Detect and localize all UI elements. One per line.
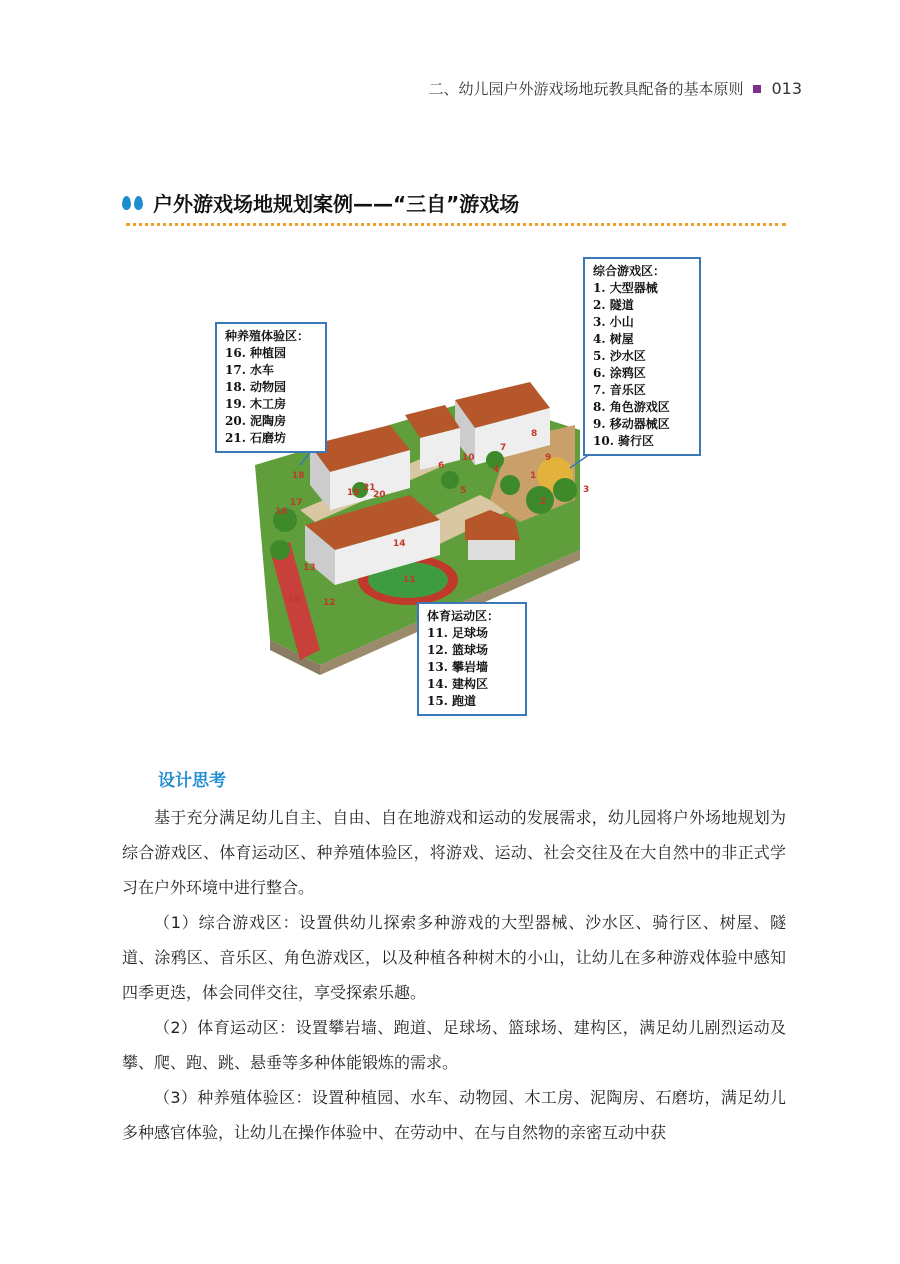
map-label-20: 20 [373, 490, 386, 500]
map-label-18: 18 [292, 471, 305, 481]
map-label-7: 7 [500, 443, 507, 453]
page-number: 013 [771, 79, 802, 98]
legend-item: 9. 移动器械区 [593, 417, 670, 431]
legend-item: 11. 足球场 [427, 626, 489, 640]
legend-item: 5. 沙水区 [593, 349, 646, 363]
legend-item: 2. 隧道 [593, 298, 634, 312]
section-title [122, 188, 787, 217]
chapter-title: 二、幼儿园户外游戏场地玩教具配备的基本原则 [428, 80, 744, 98]
legend-item: 6. 涂鸦区 [593, 366, 646, 380]
legend-item: 13. 攀岩墙 [427, 660, 489, 674]
map-label-1: 1 [530, 471, 537, 481]
map-label-12: 12 [323, 598, 336, 608]
section-heading: 户外游戏场地规划案例——“三自”游戏场 [153, 192, 520, 216]
legend-item: 16. 种植园 [225, 346, 287, 360]
legend-play-zone [583, 257, 701, 456]
map-label-10: 10 [462, 453, 475, 463]
legend-item: 12. 篮球场 [427, 643, 489, 657]
legend-item: 21. 石磨坊 [225, 431, 287, 445]
map-label-9: 9 [545, 453, 552, 463]
map-label-13: 13 [303, 563, 316, 573]
legend-sports-zone [417, 602, 527, 716]
map-label-2: 2 [540, 497, 547, 507]
legend-item: 8. 角色游戏区 [593, 400, 670, 414]
body-text [122, 800, 786, 1150]
legend-item: 4. 树屋 [593, 332, 634, 346]
campus-plan-figure [210, 250, 695, 710]
footprints-icon [122, 196, 143, 210]
map-label-16: 16 [275, 507, 288, 517]
square-bullet-icon [753, 85, 761, 93]
map-label-21: 21 [363, 483, 376, 493]
map-label-11: 11 [403, 575, 416, 585]
map-label-14: 14 [393, 539, 406, 549]
paragraph: 基于充分满足幼儿自主、自由、自在地游戏和运动的发展需求，幼儿园将户外场地规划为综合游戏区、体育运动区、种养殖体验区，将游戏、运动、社会交往及在大自然中的非正式学习在户外环境中进行整合。 [122, 808, 786, 897]
map-label-19: 19 [347, 488, 360, 498]
running-header [428, 78, 802, 99]
legend-item: 20. 泥陶房 [225, 414, 287, 428]
legend-item: 18. 动物园 [225, 380, 287, 394]
legend-item: 7. 音乐区 [593, 383, 646, 397]
map-label-3: 3 [583, 485, 590, 495]
paragraph: （2）体育运动区：设置攀岩墙、跑道、足球场、篮球场、建构区，满足幼儿剧烈运动及攀、爬、跑、跳、悬垂等多种体能锻炼的需求。 [122, 1018, 786, 1072]
legend-title: 综合游戏区： [593, 264, 666, 278]
legend-planting-zone [215, 322, 327, 453]
legend-item: 19. 木工房 [225, 397, 287, 411]
legend-item: 14. 建构区 [427, 677, 489, 691]
dotted-divider [126, 223, 786, 226]
legend-item: 15. 跑道 [427, 694, 477, 708]
map-label-4: 4 [493, 465, 500, 475]
map-label-6: 6 [438, 461, 445, 471]
legend-item: 17. 水车 [225, 363, 275, 377]
map-label-5: 5 [460, 486, 467, 496]
map-label-17: 17 [290, 498, 303, 508]
legend-item: 3. 小山 [593, 315, 634, 329]
paragraph: （1）综合游戏区：设置供幼儿探索多种游戏的大型器械、沙水区、骑行区、树屋、隧道、涂鸦区、音乐区、角色游戏区，以及种植各种树木的小山，让幼儿在多种游戏体验中感知四季更迭，体会同伴交往，享受探索乐趣。 [122, 913, 786, 1002]
legend-title: 体育运动区： [427, 609, 500, 623]
map-label-15: 15 [288, 595, 301, 605]
paragraph: （3）种养殖体验区：设置种植园、水车、动物园、木工房、泥陶房、石磨坊，满足幼儿多种感官体验，让幼儿在操作体验中、在劳动中、在与自然物的亲密互动中获 [122, 1088, 786, 1142]
legend-title: 种养殖体验区： [225, 329, 310, 343]
map-label-8: 8 [531, 429, 538, 439]
legend-item: 10. 骑行区 [593, 434, 655, 448]
legend-item: 1. 大型器械 [593, 281, 658, 295]
design-heading: 设计思考 [158, 771, 226, 791]
